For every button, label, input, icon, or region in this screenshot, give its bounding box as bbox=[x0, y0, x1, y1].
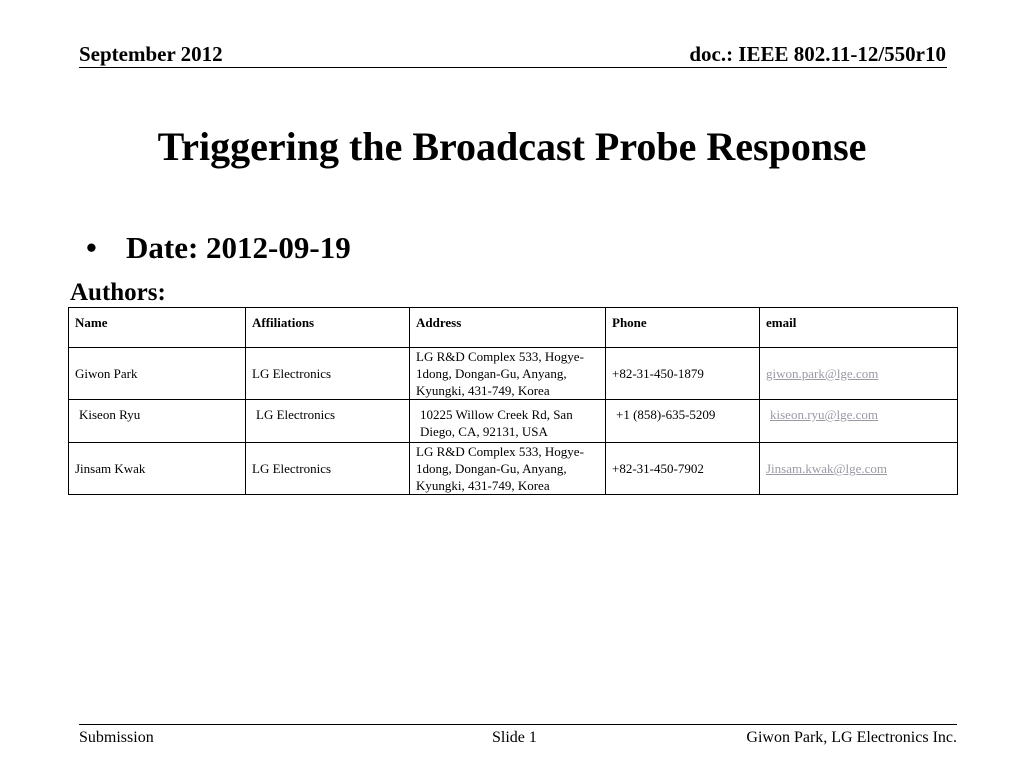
header-divider bbox=[79, 67, 947, 68]
author-name-text: Kiseon Ryu bbox=[79, 407, 141, 422]
author-address: LG R&D Complex 533, Hogye-1dong, Dongan-Gu, Anyang, Kyungki, 431-749, Korea bbox=[410, 348, 606, 400]
slide-title: Triggering the Broadcast Probe Response bbox=[157, 124, 867, 169]
header-phone: Phone bbox=[606, 308, 760, 348]
author-phone bbox=[606, 400, 760, 443]
author-email-cell bbox=[760, 400, 958, 443]
author-affiliation-text: LG Electronics bbox=[256, 407, 336, 422]
author-address: LG R&D Complex 533, Hogye-1dong, Dongan-Gu, Anyang, Kyungki, 431-749, Korea bbox=[410, 443, 606, 495]
author-phone: +82-31-450-1879 bbox=[606, 348, 760, 400]
footer-author: Giwon Park, LG Electronics Inc. bbox=[746, 729, 957, 746]
author-affiliation: LG Electronics bbox=[246, 348, 410, 400]
author-email-cell bbox=[760, 348, 958, 400]
author-address: 10225 Willow Creek Rd, San Diego, CA, 92131, USA bbox=[410, 400, 606, 443]
author-name bbox=[69, 400, 246, 443]
authors-table bbox=[68, 307, 958, 495]
table-row bbox=[69, 348, 958, 400]
author-affiliation: LG Electronics bbox=[246, 443, 410, 495]
author-name: Giwon Park bbox=[69, 348, 246, 400]
header-affiliations: Affiliations bbox=[246, 308, 410, 348]
table-row bbox=[69, 443, 958, 495]
authors-label: Authors: bbox=[70, 279, 166, 306]
footer-submission: Submission bbox=[79, 729, 154, 746]
table-header-row bbox=[69, 308, 958, 348]
date-bullet bbox=[86, 230, 351, 266]
header-date: September 2012 bbox=[79, 42, 223, 66]
footer-slide-number: Slide 1 bbox=[492, 729, 537, 746]
author-email-link[interactable]: Jinsam.kwak@lge.com bbox=[766, 461, 888, 476]
header-address: Address bbox=[410, 308, 606, 348]
author-name: Jinsam Kwak bbox=[69, 443, 246, 495]
bullet-icon: • bbox=[86, 230, 97, 265]
author-phone-text: +1 (858)-635-5209 bbox=[616, 407, 716, 422]
author-phone: +82-31-450-7902 bbox=[606, 443, 760, 495]
author-email-link[interactable]: kiseon.ryu@lge.com bbox=[770, 407, 879, 422]
header-email: email bbox=[760, 308, 958, 348]
author-email-link[interactable]: giwon.park@lge.com bbox=[766, 366, 879, 381]
table-row bbox=[69, 400, 958, 443]
header-name: Name bbox=[69, 308, 246, 348]
author-email-cell bbox=[760, 443, 958, 495]
footer-divider bbox=[79, 724, 957, 725]
author-affiliation bbox=[246, 400, 410, 443]
header-doc-id: doc.: IEEE 802.11-12/550r10 bbox=[689, 42, 946, 66]
date-text: Date: 2012-09-19 bbox=[126, 230, 351, 265]
